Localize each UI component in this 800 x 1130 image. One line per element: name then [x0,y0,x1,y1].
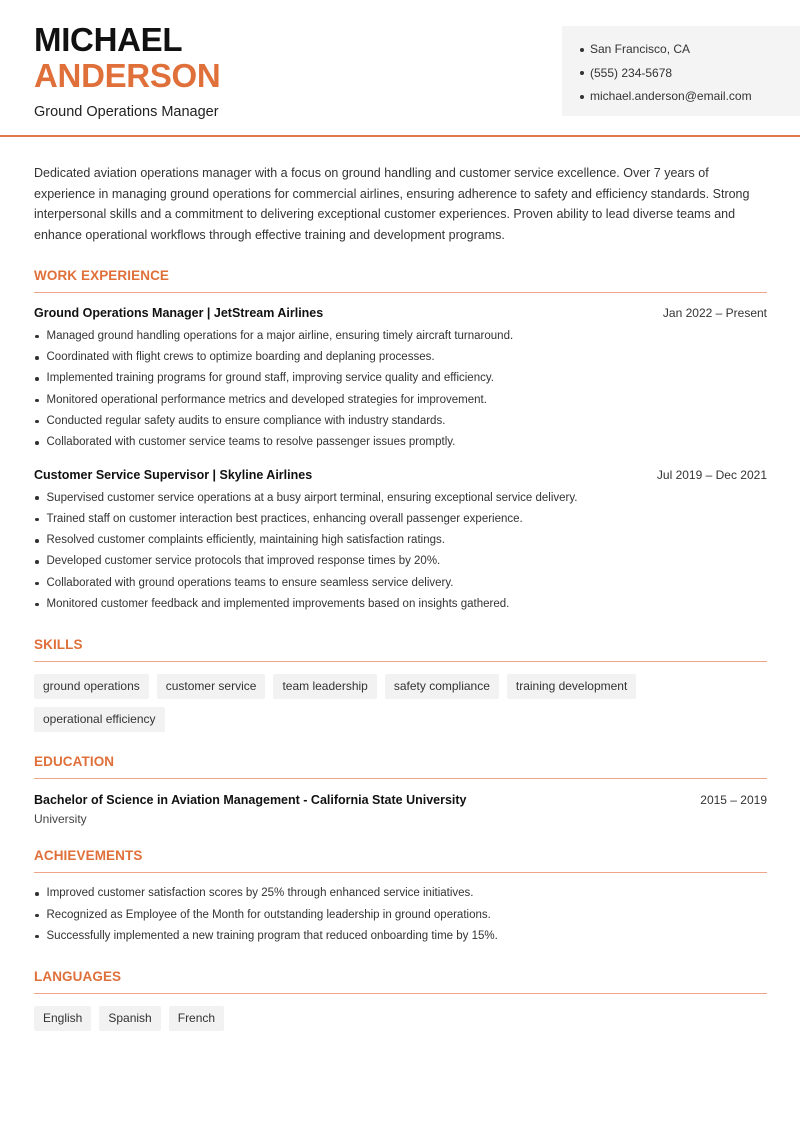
bullet-icon [35,377,39,381]
list-item [34,326,767,347]
section-title-achievements: ACHIEVEMENTS [34,848,767,873]
language-chip: French [169,1006,224,1031]
list-item [34,411,767,432]
job-bullets [34,488,767,616]
job-dates: Jan 2022 – Present [662,305,767,320]
job-entry [34,468,767,616]
section-title-languages: LANGUAGES [34,969,767,994]
bullet-icon [35,441,39,445]
job-title: Ground Operations Manager [34,104,219,120]
education-header [34,793,767,807]
bullet-icon [580,95,584,99]
institution-type: University [34,812,87,827]
list-item-text: Coordinated with flight crews to optimize boarding and deplaning processes. [46,351,435,364]
list-item [34,594,767,615]
list-item [34,926,767,947]
last-name: ANDERSON [34,57,221,94]
first-name: MICHAEL [34,21,183,58]
list-item [34,488,767,509]
contact-location-text: San Francisco, CA [590,42,691,56]
resume-body [34,163,767,1031]
list-item-text: Trained staff on customer interaction best practices, enhancing overall passenger experience. [46,512,523,525]
contact-phone [580,62,800,86]
bullet-icon [35,914,39,918]
bullet-icon [35,892,39,896]
job-entry [34,306,767,454]
job-dates: Jul 2019 – Dec 2021 [656,467,767,482]
name-block [34,22,220,120]
degree: Bachelor of Science in Aviation Management - California State University [34,793,467,808]
list-item-text: Collaborated with ground operations teams to ensure seamless service delivery. [46,576,454,589]
job-role: Customer Service Supervisor | Skyline Airlines [34,467,313,482]
resume-header [0,0,800,137]
contact-email-text: michael.anderson@email.com [590,89,752,103]
bullet-icon [35,356,39,360]
section-title-skills: SKILLS [34,637,767,662]
job-role: Ground Operations Manager | JetStream Airlines [34,305,324,320]
list-item-text: Resolved customer complaints efficiently, maintaining high satisfaction ratings. [46,534,445,547]
language-chip: Spanish [99,1006,160,1031]
list-item [34,509,767,530]
list-item [34,432,767,453]
achievements-list [34,883,767,947]
list-item-text: Improved customer satisfaction scores by 25% through enhanced service initiatives. [46,887,474,900]
bullet-icon [35,420,39,424]
bullet-icon [35,335,39,339]
bullet-icon [35,560,39,564]
language-chip: English [34,1006,91,1031]
list-item-text: Conducted regular safety audits to ensure compliance with industry standards. [46,415,446,427]
bullet-icon [35,582,39,586]
list-item-text: Monitored customer feedback and implemented improvements based on insights gathered. [46,598,510,611]
list-item-text: Implemented training programs for ground staff, improving service quality and efficiency. [46,372,494,385]
education-dates: 2015 – 2019 [700,793,767,808]
contact-box [562,26,800,116]
skills-list [34,674,767,732]
section-title-education: EDUCATION [34,754,767,779]
bullet-icon [35,496,39,500]
section-title-work-experience: WORK EXPERIENCE [34,268,767,293]
skill-chip: operational efficiency [34,707,165,732]
list-item [34,530,767,551]
summary: Dedicated aviation operations manager with a focus on ground handling and customer service excellence. Over 7 years of experience in managing ground operations for commercial airlines, ensuring adherence to safety and efficiency standards. Strong interpersonal skills and a commitment to delivering exceptional customer experiences. Proven ability to lead diverse teams and enhance operational workflows through effective training and development programs. [34,166,750,243]
list-item [34,347,767,368]
list-item [34,368,767,389]
skill-chip: team leadership [273,674,376,699]
list-item [34,573,767,594]
bullet-icon [35,539,39,543]
skill-chip: ground operations [34,674,149,699]
list-item [34,883,767,904]
bullet-icon [580,71,584,75]
job-header [34,306,767,320]
list-item [34,551,767,572]
bullet-icon [35,603,39,607]
list-item-text: Supervised customer service operations at a busy airport terminal, ensuring exceptional service delivery. [46,491,578,504]
education-entry [34,793,767,826]
list-item-text: Recognized as Employee of the Month for outstanding leadership in ground operations. [46,908,491,921]
job-bullets [34,326,767,454]
list-item-text: Monitored operational performance metrics and developed strategies for improvement. [46,393,487,406]
list-item-text: Collaborated with customer service teams to resolve passenger issues promptly. [46,436,456,449]
contact-location [580,38,800,62]
bullet-icon [35,399,39,403]
skill-chip: customer service [157,674,266,699]
contact-phone-text: (555) 234-5678 [590,65,673,80]
job-header [34,468,767,482]
list-item-text: Successfully implemented a new training program that reduced onboarding time by 15%. [46,929,498,942]
skill-chip: training development [507,674,636,699]
list-item-text: Managed ground handling operations for a major airline, ensuring timely aircraft turnaround. [46,329,514,342]
list-item [34,905,767,926]
list-item [34,390,767,411]
skill-chip: safety compliance [385,674,499,699]
languages-list [34,1006,767,1031]
bullet-icon [35,518,39,522]
contact-email [580,85,800,109]
list-item-text: Developed customer service protocols that improved response times by 20%. [46,555,441,568]
bullet-icon [580,48,584,52]
bullet-icon [35,935,39,939]
